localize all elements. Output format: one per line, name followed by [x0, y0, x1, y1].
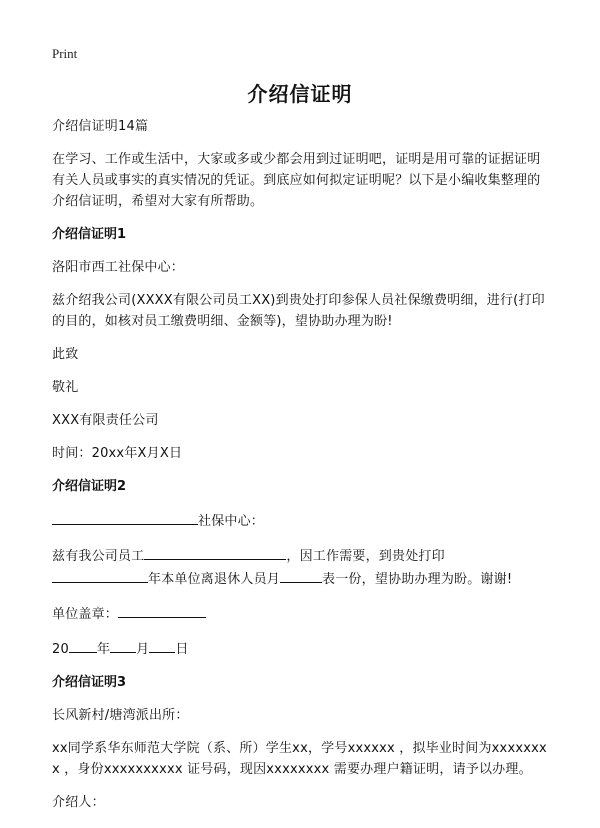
print-link[interactable]: Print [52, 46, 78, 61]
recipient-suffix: 社保中心： [198, 514, 265, 529]
month-date-blank [110, 637, 136, 653]
letter2-date [52, 637, 552, 660]
intro-subtitle: 介绍信证明14篇 [52, 119, 149, 134]
intro-paragraph: 在学习、工作或生活中，大家或多或少都会用到过证明吧，证明是用可靠的证据证明有关人员或事实的真实情况的凭证。到底应如何拟定证明呢？以下是小编收集整理的介绍信证明，希望对大家有所帮助。 [52, 152, 541, 209]
date-year-label: 年 [96, 642, 111, 657]
letter3-introducer: 介绍人： [52, 795, 105, 810]
document-title: 介绍信证明 [247, 82, 353, 106]
letter1-closing-2: 敬礼 [52, 380, 79, 395]
seal-label: 单位盖章： [52, 607, 119, 622]
year-range-blank [52, 567, 148, 583]
letter1-closing-1: 此致 [52, 347, 79, 362]
letter2-recipient [52, 509, 552, 532]
letter3-body: xx同学系华东师范大学院（系、所）学生xx，学号xxxxxx ，拟毕业时间为xxxxxxxx ，身份xxxxxxxxxx 证号码，现因xxxxxxxx 需要办理户籍证明，请予以办理。 [52, 741, 547, 777]
body-text-a: 兹有我公司员工 [52, 549, 145, 564]
letter2-seal [52, 602, 552, 625]
letter1-body: 兹介绍我公司(XXXX有限公司员工XX)到贵处打印参保人员社保缴费明细，进行(打印的目的，如核对员工缴费明细、金额等)，望协助办理为盼! [52, 293, 545, 329]
letter2-body [52, 544, 552, 590]
date-month-label: 月 [136, 642, 150, 657]
letter1-recipient: 洛阳市西工社保中心： [52, 260, 185, 275]
letter3-recipient: 长风新村/塘湾派出所： [52, 708, 189, 723]
body-text-d: 表一份，望协助办理为盼。谢谢! [322, 572, 513, 587]
year-blank [69, 637, 97, 653]
seal-blank [118, 602, 206, 618]
document-body [52, 116, 552, 825]
employee-blank [144, 544, 286, 560]
date-prefix: 20 [52, 642, 69, 657]
date-day-label: 日 [175, 642, 189, 657]
day-blank [149, 637, 175, 653]
recipient-blank [52, 509, 198, 525]
body-text-b: ，因工作需要，到贵处打印 [286, 549, 445, 564]
body-text-c: 年本单位离退休人员月 [148, 572, 281, 587]
letter1-heading: 介绍信证明1 [52, 227, 127, 242]
letter1-date: 时间：20xx年X月X日 [52, 446, 183, 461]
letter3-heading: 介绍信证明3 [52, 675, 127, 690]
month-blank [280, 567, 322, 583]
letter1-company: XXX有限责任公司 [52, 413, 159, 428]
letter2-heading: 介绍信证明2 [52, 479, 127, 494]
